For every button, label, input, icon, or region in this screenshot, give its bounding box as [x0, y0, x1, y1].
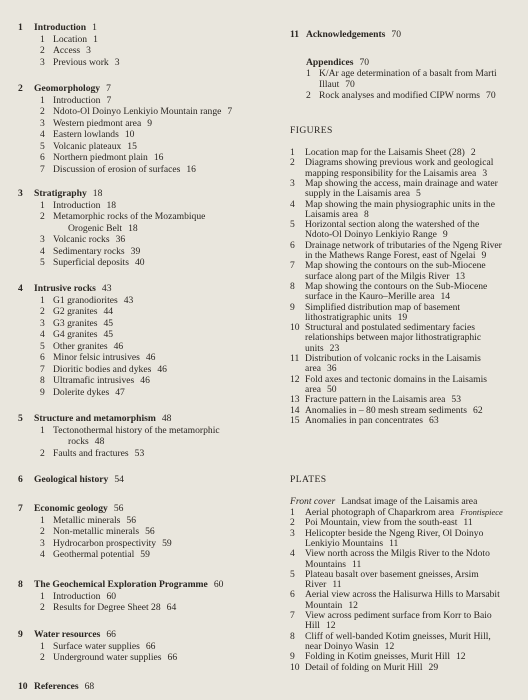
chapter-page: 7 — [106, 83, 111, 94]
section-title: Metamorphic rocks of the Mozambique — [53, 211, 206, 222]
section-entry — [40, 387, 125, 398]
section-title: Faults and fractures — [53, 447, 129, 459]
section-page: 1 — [93, 33, 98, 45]
figure-number: 5 — [290, 219, 295, 231]
chapter-title: Water resources — [34, 629, 101, 640]
section-number: 7 — [40, 163, 45, 175]
section-page: 18 — [128, 222, 138, 234]
plate-title: View across pediment surface from Korr to Baio — [305, 610, 492, 621]
figure-title: relationships between major lithostratigraphic — [305, 332, 482, 344]
section-entry — [40, 152, 163, 163]
section-page: 43 — [123, 294, 134, 306]
plate-title: Helicopter beside the Ngeng River, Ol Doinyo — [305, 527, 484, 539]
section-entry — [40, 448, 144, 459]
chapter-title: Structure and metamorphism — [34, 413, 156, 424]
section-entry — [40, 34, 98, 45]
chapter-heading — [18, 474, 124, 485]
figure-number: 13 — [290, 394, 300, 406]
figure-title: Drainage network of tributaries of the Ngeng River — [305, 239, 502, 251]
plate-title: River — [305, 579, 327, 591]
figure-number: 9 — [290, 301, 295, 313]
section-page: 66 — [145, 640, 156, 652]
acknowledgements-title: Acknowledgements — [306, 29, 386, 40]
section-entry — [40, 234, 125, 245]
figure-page: 23 — [329, 342, 340, 354]
section-entry — [40, 257, 145, 268]
section-entry — [40, 164, 196, 175]
section-page: 39 — [130, 245, 141, 257]
section-title: Metallic minerals — [53, 514, 121, 526]
section-title: G4 granites — [53, 329, 98, 340]
section-title: Orogenic Belt — [68, 222, 123, 234]
appendix-entry — [306, 90, 496, 101]
figure-page: 5 — [415, 188, 421, 200]
plate-page: 12 — [348, 599, 358, 611]
section-page: 40 — [134, 257, 145, 268]
figure-title: Anomalies in pan concentrates — [305, 414, 424, 426]
figure-number: 6 — [290, 239, 295, 251]
plate-page: 29 — [428, 661, 439, 673]
figure-title: area — [305, 383, 321, 395]
chapter-heading — [18, 579, 223, 590]
figure-number: 15 — [290, 414, 300, 426]
figure-title: units — [305, 342, 324, 354]
chapter-page: 66 — [106, 629, 116, 640]
appendices-heading — [306, 57, 369, 68]
front-cover-label: Front cover — [290, 496, 336, 507]
section-title: Northern piedmont plain — [53, 152, 148, 163]
plate-page: 11 — [463, 517, 473, 529]
section-entry — [40, 425, 220, 436]
section-title: Introduction — [53, 590, 101, 602]
section-title: Underground water supplies — [53, 652, 162, 663]
chapter-number: 9 — [18, 629, 23, 640]
figure-page: 3 — [482, 167, 488, 179]
figure-title: surface along part of the Milgis River — [305, 270, 450, 282]
plate-title: Hill — [305, 620, 320, 632]
section-title: Geothermal potential — [53, 549, 135, 560]
section-page: 46 — [157, 363, 167, 375]
section-entry — [40, 318, 113, 329]
chapter-title: Economic geology — [34, 503, 108, 514]
section-number: 1 — [40, 294, 45, 306]
section-page: 56 — [145, 526, 155, 537]
figure-page: 9 — [481, 250, 487, 261]
section-page: 56 — [126, 514, 136, 526]
chapter-title: Geological history — [34, 474, 109, 485]
section-page: 36 — [115, 234, 126, 245]
section-title: Superficial deposits — [53, 257, 129, 268]
chapter-page: 68 — [84, 681, 95, 692]
section-page: 3 — [114, 56, 120, 68]
section-title: Dioritic bodies and dykes — [53, 363, 152, 375]
figure-title: Anomalies in – 80 mesh stream sediments — [305, 404, 468, 416]
chapter-heading — [18, 629, 116, 640]
section-title: Eastern lowlands — [53, 129, 119, 140]
plate-page: 12 — [325, 620, 336, 632]
plate-number: 10 — [290, 661, 300, 673]
section-number: 8 — [40, 375, 45, 386]
section-entry — [40, 652, 177, 663]
section-entry — [40, 549, 150, 560]
section-entry — [40, 141, 137, 152]
figure-page: 14 — [440, 291, 451, 303]
plate-title: View north across the Milgis River to the Ndoto — [305, 548, 490, 560]
section-page: 66 — [167, 652, 178, 663]
section-page: 44 — [103, 306, 114, 317]
plate-entry — [290, 662, 438, 673]
chapter-heading — [18, 188, 102, 199]
section-entry — [40, 129, 134, 140]
section-entry — [40, 641, 155, 652]
plates-heading: PLATES — [290, 474, 327, 485]
section-number: 1 — [40, 94, 45, 106]
plate-number: 8 — [290, 630, 295, 642]
section-entry — [40, 45, 91, 56]
chapter-heading — [18, 681, 94, 692]
figure-page: 36 — [326, 363, 337, 375]
section-entry — [40, 538, 172, 549]
section-title: Hydrocarbon prospectivity — [53, 537, 157, 549]
section-title: G3 granites — [53, 317, 98, 329]
section-entry — [40, 341, 123, 352]
figure-title: in the Mathews Range Forest, east of Ngelai — [305, 250, 476, 261]
plate-title: Poi Mountain, view from the south-east — [305, 517, 458, 529]
section-entry — [40, 602, 176, 613]
section-title: G1 granodiorites — [53, 294, 118, 306]
section-number: 2 — [40, 106, 45, 117]
chapter-page: 43 — [101, 283, 112, 294]
figure-title: mapping responsibility for the Laisamis area — [305, 167, 477, 179]
chapter-heading — [18, 283, 112, 294]
section-page: 46 — [113, 340, 124, 352]
section-entry — [40, 329, 113, 340]
section-number: 2 — [40, 652, 45, 663]
section-entry — [40, 200, 116, 211]
section-entry — [40, 106, 232, 117]
figure-page: 62 — [473, 404, 483, 416]
figure-page: 50 — [326, 383, 337, 395]
plate-title: Aerial photograph of Chaparkrom area — [305, 507, 455, 518]
chapter-number: 2 — [18, 83, 23, 94]
figure-number: 1 — [290, 147, 295, 158]
plate-number: 6 — [290, 589, 295, 601]
appendix-number: 1 — [306, 68, 311, 79]
plate-page: Frontispiece — [460, 507, 503, 517]
chapter-page: 54 — [114, 474, 124, 485]
section-page: 47 — [115, 386, 125, 398]
section-page: 46 — [140, 375, 150, 386]
section-title: Introduction — [53, 199, 101, 211]
plate-title: Mountains — [305, 558, 347, 570]
figure-title: Fracture pattern in the Laisamis area — [305, 394, 446, 406]
chapter-title: Stratigraphy — [34, 188, 87, 199]
plate-title: Mountain — [305, 599, 343, 611]
section-title: Dolerite dykes — [53, 386, 110, 398]
section-entry — [40, 95, 111, 106]
section-page: 16 — [153, 152, 164, 163]
plate-number: 4 — [290, 548, 295, 560]
section-number: 3 — [40, 117, 45, 129]
figures-heading: FIGURES — [290, 125, 333, 136]
section-number: 1 — [40, 514, 45, 526]
figure-number: 11 — [290, 353, 300, 364]
plate-page: 12 — [455, 651, 466, 663]
section-title: Non-metallic minerals — [53, 526, 140, 537]
section-page: 7 — [106, 94, 112, 106]
section-title: G2 granites — [53, 306, 98, 317]
section-number: 3 — [40, 317, 45, 329]
section-number: 1 — [40, 424, 45, 436]
chapter-number: 8 — [18, 579, 23, 590]
chapter-number: 5 — [18, 413, 23, 424]
figure-number: 7 — [290, 260, 295, 272]
section-number: 5 — [40, 257, 45, 268]
chapter-number: 3 — [18, 188, 23, 199]
section-title: Sedimentary rocks — [53, 245, 125, 257]
plate-title: Plateau basalt over basement gneisses, Arsim — [305, 568, 479, 580]
appendix-number: 2 — [306, 90, 311, 101]
plate-number: 3 — [290, 527, 295, 539]
figure-page: 19 — [397, 311, 408, 323]
appendix-title: Illaut — [319, 79, 340, 90]
figure-title: Diagrams showing previous work and geological — [305, 157, 494, 169]
figure-title: lithostratigraphic units — [305, 311, 392, 323]
section-entry — [40, 118, 152, 129]
section-entry — [68, 436, 104, 447]
chapter-title: Introduction — [34, 22, 87, 33]
figure-number: 2 — [290, 157, 295, 169]
section-number: 3 — [40, 537, 45, 549]
section-number: 2 — [40, 211, 45, 222]
figure-title: Map showing the access, main drainage and water — [305, 177, 498, 189]
appendix-entry — [306, 68, 497, 79]
section-entry — [40, 591, 116, 602]
chapter-heading — [18, 83, 111, 94]
section-number: 5 — [40, 340, 45, 352]
section-number: 9 — [40, 386, 45, 398]
plate-number: 9 — [290, 651, 295, 663]
plate-page: 11 — [389, 537, 399, 549]
plate-page: 11 — [332, 579, 342, 591]
figure-number: 14 — [290, 404, 300, 416]
figure-title: Simplified distribution map of basement — [305, 301, 461, 313]
plate-number: 7 — [290, 610, 295, 621]
chapter-page: 60 — [213, 579, 224, 590]
front-cover-title: Landsat image of the Laisamis area — [341, 496, 478, 507]
plate-title: Cliff of well-banded Kotim gneisses, Murit Hill, — [305, 630, 491, 642]
section-number: 3 — [40, 234, 45, 245]
section-page: 45 — [103, 317, 114, 329]
figure-number: 3 — [290, 177, 295, 189]
acknowledgements-number: 11 — [290, 29, 300, 40]
section-title: Volcanic plateaux — [53, 140, 122, 152]
section-page: 45 — [103, 329, 114, 340]
figure-page: 9 — [442, 229, 448, 241]
chapter-title: References — [34, 681, 79, 692]
section-entry — [68, 223, 138, 234]
section-entry — [40, 306, 113, 317]
section-page: 15 — [127, 140, 137, 152]
section-title: Western piedmont area — [53, 117, 142, 129]
section-title: Access — [53, 45, 81, 56]
plate-page: 12 — [384, 640, 395, 652]
section-number: 4 — [40, 549, 45, 560]
section-number: 5 — [40, 140, 45, 152]
acknowledgements-heading — [290, 29, 401, 40]
section-title: Results for Degree Sheet 28 — [53, 602, 161, 613]
section-page: 9 — [147, 117, 152, 129]
acknowledgements-page: 70 — [391, 29, 402, 40]
section-page: 60 — [106, 590, 117, 602]
plate-number: 1 — [290, 507, 295, 518]
section-entry — [40, 295, 133, 306]
section-title: Surface water supplies — [53, 640, 140, 652]
section-page: 10 — [124, 129, 135, 140]
figure-title: Map showing the contours on the sub-Miocene — [305, 260, 486, 272]
front-cover-entry — [290, 496, 477, 507]
section-number: 1 — [40, 33, 45, 45]
section-title: Minor felsic intrusives — [53, 352, 140, 363]
chapter-number: 6 — [18, 474, 23, 485]
section-entry — [40, 211, 205, 222]
figure-title: Ndoto-Ol Doinyo Lenkiyio Range — [305, 229, 437, 241]
figure-page: 13 — [455, 270, 465, 282]
chapter-number: 4 — [18, 283, 23, 294]
section-page: 53 — [134, 447, 145, 459]
section-entry — [40, 246, 140, 257]
section-number: 6 — [40, 152, 45, 163]
figure-title: Horizontal section along the watershed of the — [305, 219, 480, 231]
section-page: 7 — [227, 106, 233, 117]
figure-number: 4 — [290, 198, 295, 210]
chapter-heading — [18, 22, 97, 33]
figure-number: 12 — [290, 373, 300, 385]
section-number: 1 — [40, 199, 45, 211]
section-title: Volcanic rocks — [53, 234, 110, 245]
section-number: 2 — [40, 447, 45, 459]
section-number: 1 — [40, 590, 45, 602]
chapter-heading — [18, 413, 171, 424]
section-entry — [40, 352, 155, 363]
figure-title: Distribution of volcanic rocks in the Laisamis — [305, 353, 481, 364]
section-number: 2 — [40, 45, 45, 56]
appendix-page: 70 — [345, 79, 355, 90]
chapter-number: 10 — [18, 681, 28, 692]
chapter-page: 56 — [113, 503, 124, 514]
plate-page: 11 — [352, 558, 362, 570]
figure-page: 53 — [451, 394, 461, 406]
section-page: 3 — [86, 45, 91, 56]
section-title: rocks — [68, 436, 89, 447]
plate-title: Aerial view across the Halisurwa Hills to Marsabit — [305, 589, 500, 601]
section-title: Discussion of erosion of surfaces — [53, 163, 181, 175]
chapter-title: Intrusive rocks — [34, 283, 96, 294]
figure-page: 63 — [429, 414, 439, 426]
section-entry — [40, 515, 136, 526]
chapter-number: 7 — [18, 503, 23, 514]
figure-title: supply in the Laisamis area — [305, 188, 410, 200]
section-page: 16 — [186, 163, 196, 175]
appendix-page: 70 — [486, 90, 496, 101]
section-entry — [40, 364, 167, 375]
section-number: 2 — [40, 306, 45, 317]
chapter-title: The Geochemical Exploration Programme — [34, 579, 208, 590]
section-page: 18 — [106, 199, 117, 211]
plate-number: 5 — [290, 568, 295, 580]
chapter-title: Geomorphology — [34, 83, 101, 94]
plate-title: Lenkiyio Mountains — [305, 537, 384, 549]
section-number: 7 — [40, 363, 45, 375]
figure-title: surface in the Kauro–Merille area — [305, 291, 435, 303]
figure-page: 8 — [364, 208, 369, 220]
section-title: Other granites — [53, 340, 108, 352]
chapter-heading — [18, 503, 123, 514]
figure-title: Structural and postulated sedimentary facies — [305, 322, 475, 334]
chapter-page: 1 — [92, 22, 97, 33]
section-page: 48 — [94, 436, 105, 447]
section-number: 2 — [40, 526, 45, 537]
section-number: 4 — [40, 245, 45, 257]
section-page: 46 — [145, 352, 156, 363]
section-number: 2 — [40, 602, 45, 613]
figure-title: Map showing the main physiographic units in the — [305, 198, 495, 210]
section-page: 59 — [140, 549, 150, 560]
appendix-title: Rock analyses and modified CIPW norms — [319, 90, 481, 101]
figure-title: Map showing the contours on the Sub-Miocene — [305, 280, 488, 292]
figure-title: Fold axes and tectonic domains in the Laisamis — [305, 373, 487, 385]
plate-title: Folding in Kotim gneisses, Murit Hill — [305, 651, 450, 663]
section-number: 6 — [40, 352, 45, 363]
figure-title: area — [305, 363, 321, 375]
section-entry — [40, 526, 155, 537]
figure-entry — [290, 415, 439, 426]
plate-title: near Doinyo Wasin — [305, 640, 379, 652]
appendices-title: Appendices — [306, 57, 354, 68]
section-title: Location — [53, 33, 88, 45]
section-number: 4 — [40, 129, 45, 140]
plate-title: Detail of folding on Murit Hill — [305, 661, 423, 673]
figure-number: 8 — [290, 280, 295, 292]
section-page: 64 — [166, 602, 177, 613]
figure-title: Location map for the Laisamis Sheet (28) — [305, 147, 465, 158]
appendix-title: K/Ar age determination of a basalt from Marti — [319, 68, 497, 79]
section-title: Introduction — [53, 94, 101, 106]
figure-number: 10 — [290, 322, 300, 334]
appendices-page: 70 — [359, 57, 370, 68]
section-number: 1 — [40, 640, 45, 652]
section-number: 3 — [40, 56, 45, 68]
chapter-page: 18 — [92, 188, 103, 199]
section-page: 59 — [162, 537, 172, 549]
figure-page: 2 — [470, 147, 476, 158]
chapter-number: 1 — [18, 22, 23, 33]
section-title: Previous work — [53, 56, 109, 68]
section-title: Tectonothermal history of the metamorphic — [53, 424, 220, 436]
section-entry — [40, 375, 150, 386]
appendix-entry — [319, 79, 355, 90]
figure-title: Laisamis area — [305, 208, 359, 220]
section-title: Ndoto-Ol Doinyo Lenkiyio Mountain range — [53, 106, 222, 117]
chapter-page: 48 — [161, 413, 172, 424]
section-number: 4 — [40, 329, 45, 340]
plate-number: 2 — [290, 517, 295, 529]
section-title: Ultramafic intrusives — [53, 375, 135, 386]
section-entry — [40, 57, 120, 68]
